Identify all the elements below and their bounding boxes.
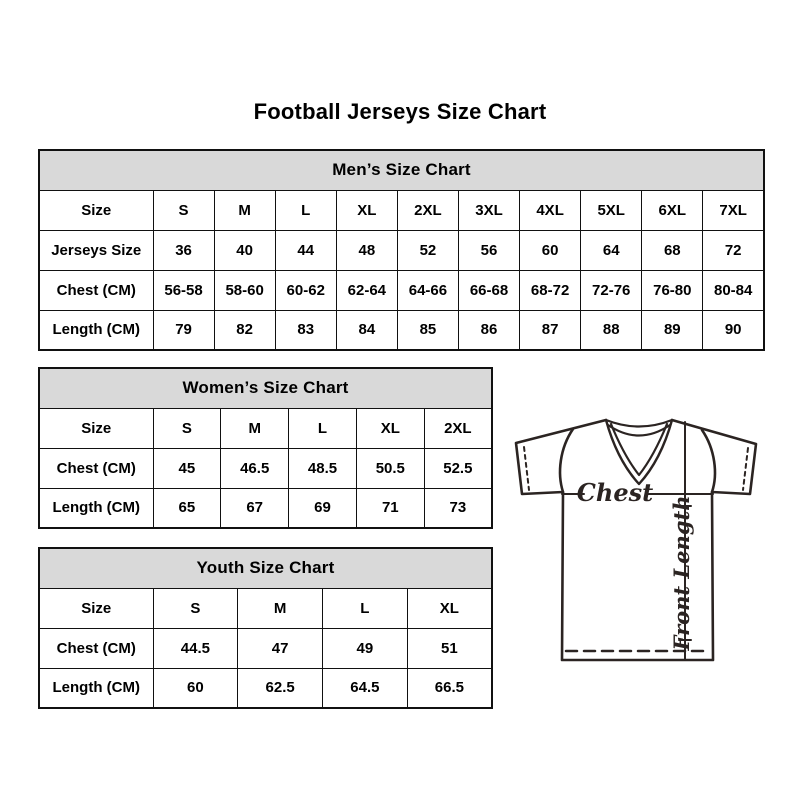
jersey-measurement-diagram — [500, 398, 780, 683]
men-cell-r1-c2: 40 — [214, 230, 275, 270]
youth-size-table — [38, 547, 493, 709]
men-cell-r1-c10: 72 — [703, 230, 764, 270]
women-table-row — [39, 488, 492, 528]
jersey-right-cuff-stitch — [743, 448, 748, 490]
women-cell-r0-c5: 2XL — [424, 408, 492, 448]
men-cell-r3-c3: 83 — [275, 310, 336, 350]
men-cell-r3-c7: 87 — [520, 310, 581, 350]
men-cell-r2-c1: 56-58 — [153, 270, 214, 310]
men-cell-r1-c3: 44 — [275, 230, 336, 270]
men-cell-r0-c1: S — [153, 190, 214, 230]
youth-row-header-r0-c0: Size — [39, 588, 153, 628]
men-cell-r3-c1: 79 — [153, 310, 214, 350]
women-row-header-r1-c0: Chest (CM) — [39, 448, 153, 488]
women-cell-r2-c4: 71 — [356, 488, 424, 528]
men-cell-r0-c6: 3XL — [458, 190, 519, 230]
youth-cell-r2-c1: 60 — [153, 668, 238, 708]
women-row-header-r2-c0: Length (CM) — [39, 488, 153, 528]
men-cell-r3-c2: 82 — [214, 310, 275, 350]
men-row-header-r2-c0: Chest (CM) — [39, 270, 153, 310]
men-row-header-r3-c0: Length (CM) — [39, 310, 153, 350]
women-cell-r0-c4: XL — [356, 408, 424, 448]
women-cell-r2-c5: 73 — [424, 488, 492, 528]
men-cell-r2-c3: 60-62 — [275, 270, 336, 310]
women-cell-r1-c4: 50.5 — [356, 448, 424, 488]
men-cell-r0-c7: 4XL — [520, 190, 581, 230]
men-cell-r0-c2: M — [214, 190, 275, 230]
men-cell-r2-c7: 68-72 — [520, 270, 581, 310]
women-cell-r1-c3: 48.5 — [289, 448, 357, 488]
women-cell-r2-c3: 69 — [289, 488, 357, 528]
men-row-header-r0-c0: Size — [39, 190, 153, 230]
men-cell-r3-c10: 90 — [703, 310, 764, 350]
men-cell-r0-c5: 2XL — [397, 190, 458, 230]
youth-table-title: Youth Size Chart — [39, 548, 492, 588]
jersey-body-outline — [516, 420, 756, 660]
youth-row-header-r2-c0: Length (CM) — [39, 668, 153, 708]
men-cell-r3-c6: 86 — [458, 310, 519, 350]
women-cell-r0-c2: M — [221, 408, 289, 448]
youth-cell-r0-c3: L — [323, 588, 408, 628]
youth-table-row — [39, 668, 492, 708]
chest-label: Chest — [576, 478, 654, 507]
youth-row-header-r1-c0: Chest (CM) — [39, 628, 153, 668]
youth-cell-r2-c4: 66.5 — [407, 668, 492, 708]
men-table-row — [39, 310, 764, 350]
men-cell-r3-c5: 85 — [397, 310, 458, 350]
youth-cell-r2-c2: 62.5 — [238, 668, 323, 708]
women-table-row — [39, 408, 492, 448]
men-cell-r1-c7: 60 — [520, 230, 581, 270]
men-table-row — [39, 190, 764, 230]
women-cell-r1-c1: 45 — [153, 448, 221, 488]
men-cell-r3-c8: 88 — [581, 310, 642, 350]
men-cell-r1-c1: 36 — [153, 230, 214, 270]
men-cell-r0-c3: L — [275, 190, 336, 230]
men-cell-r2-c10: 80-84 — [703, 270, 764, 310]
men-table-row — [39, 230, 764, 270]
women-cell-r0-c1: S — [153, 408, 221, 448]
men-table-title: Men’s Size Chart — [39, 150, 764, 190]
women-cell-r1-c2: 46.5 — [221, 448, 289, 488]
front-length-label: Front Length — [669, 495, 694, 651]
youth-table-row — [39, 628, 492, 668]
youth-cell-r1-c4: 51 — [407, 628, 492, 668]
men-cell-r1-c6: 56 — [458, 230, 519, 270]
men-cell-r2-c6: 66-68 — [458, 270, 519, 310]
jersey-right-armhole-seam — [702, 430, 715, 492]
men-cell-r3-c4: 84 — [336, 310, 397, 350]
women-row-header-r0-c0: Size — [39, 408, 153, 448]
jersey-outline-drawing — [500, 398, 780, 683]
page-title: Football Jerseys Size Chart — [253, 99, 547, 124]
mens-size-table — [38, 149, 765, 351]
men-cell-r2-c4: 62-64 — [336, 270, 397, 310]
men-cell-r2-c8: 72-76 — [581, 270, 642, 310]
youth-cell-r1-c1: 44.5 — [153, 628, 238, 668]
men-cell-r0-c8: 5XL — [581, 190, 642, 230]
men-table-row — [39, 270, 764, 310]
youth-table-row — [39, 588, 492, 628]
men-cell-r0-c10: 7XL — [703, 190, 764, 230]
jersey-collar-back-line — [606, 420, 672, 427]
men-cell-r1-c8: 64 — [581, 230, 642, 270]
men-row-header-r1-c0: Jerseys Size — [39, 230, 153, 270]
men-cell-r2-c2: 58-60 — [214, 270, 275, 310]
men-cell-r1-c9: 68 — [642, 230, 703, 270]
women-table-title: Women’s Size Chart — [39, 368, 492, 408]
men-cell-r2-c9: 76-80 — [642, 270, 703, 310]
men-cell-r0-c9: 6XL — [642, 190, 703, 230]
youth-cell-r1-c2: 47 — [238, 628, 323, 668]
youth-cell-r1-c3: 49 — [323, 628, 408, 668]
women-table-row — [39, 448, 492, 488]
youth-cell-r0-c4: XL — [407, 588, 492, 628]
jersey-left-cuff-stitch — [524, 447, 529, 490]
women-cell-r1-c5: 52.5 — [424, 448, 492, 488]
women-cell-r2-c1: 65 — [153, 488, 221, 528]
men-cell-r2-c5: 64-66 — [397, 270, 458, 310]
men-cell-r1-c5: 52 — [397, 230, 458, 270]
youth-cell-r0-c1: S — [153, 588, 238, 628]
womens-size-table — [38, 367, 493, 529]
jersey-left-armhole-seam — [560, 429, 573, 492]
women-cell-r2-c2: 67 — [221, 488, 289, 528]
men-cell-r3-c9: 89 — [642, 310, 703, 350]
women-cell-r0-c3: L — [289, 408, 357, 448]
men-cell-r1-c4: 48 — [336, 230, 397, 270]
youth-cell-r2-c3: 64.5 — [323, 668, 408, 708]
youth-cell-r0-c2: M — [238, 588, 323, 628]
men-cell-r0-c4: XL — [336, 190, 397, 230]
